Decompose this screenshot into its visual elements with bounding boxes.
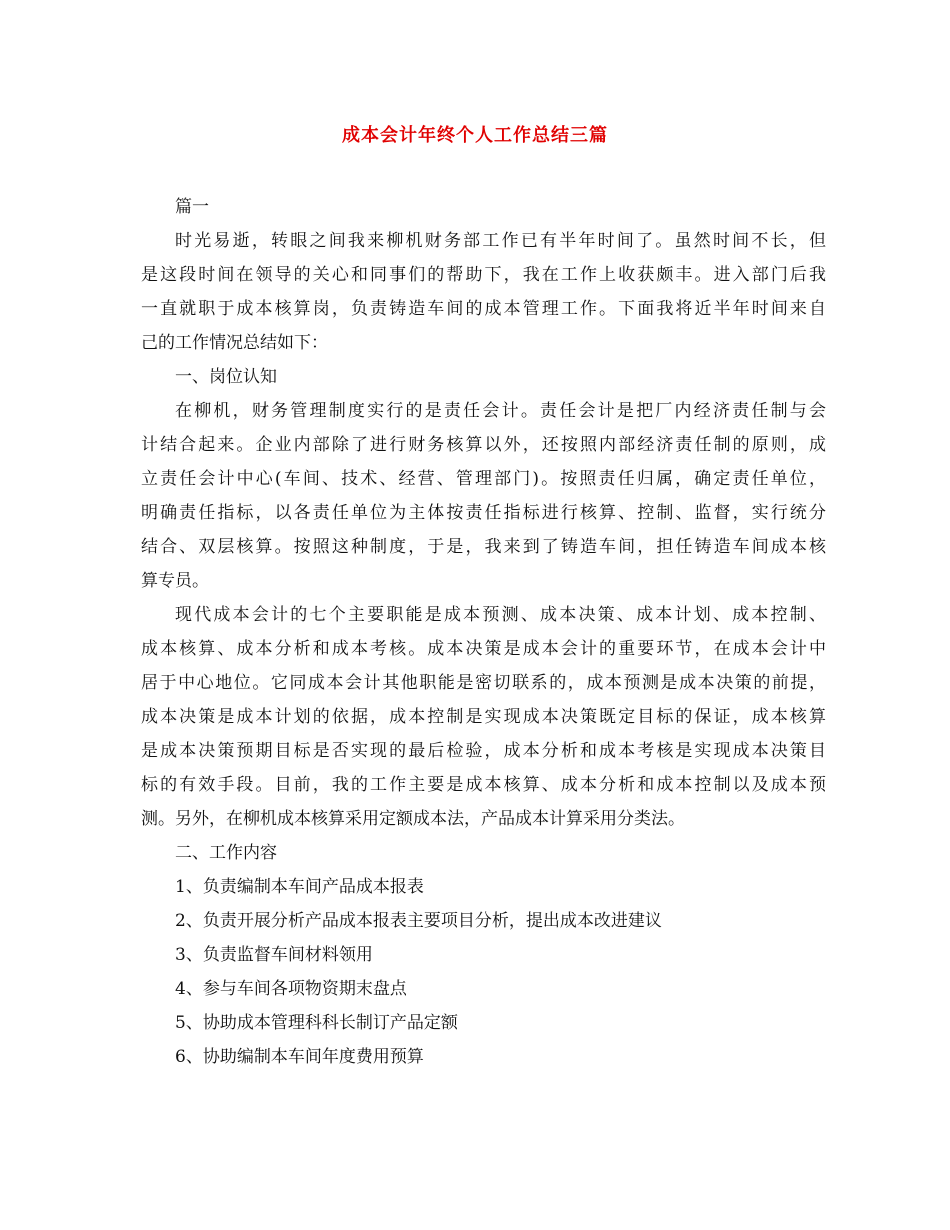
- list-item: 1、负责编制本车间产品成本报表: [175, 877, 424, 897]
- paragraph-1-line: 己的工作情况总结如下：: [141, 333, 328, 353]
- list-item: 5、协助成本管理科科长制订产品定额: [175, 1013, 458, 1033]
- paragraph-3-line: 成本核算、成本分析和成本考核。成本决策是成本会计的重要环节，在成本会计中: [141, 639, 826, 659]
- paragraph-1-line: 时光易逝，转眼之间我来柳机财务部工作已有半年时间了。虽然时间不长，但: [175, 231, 826, 251]
- heading-job-role: 一、岗位认知: [175, 367, 277, 387]
- paragraph-2-line: 明确责任指标，以各责任单位为主体按责任指标进行核算、控制、监督，实行统分: [141, 503, 826, 523]
- paragraph-2-line: 立责任会计中心(车间、技术、经营、管理部门)。按照责任归属，确定责任单位，: [141, 469, 826, 489]
- paragraph-3-line: 现代成本会计的七个主要职能是成本预测、成本决策、成本计划、成本控制、: [175, 605, 826, 625]
- paragraph-3-line: 标的有效手段。目前，我的工作主要是成本核算、成本分析和成本控制以及成本预: [141, 775, 826, 795]
- heading-work-content: 二、工作内容: [175, 843, 277, 863]
- document-body: [141, 190, 826, 1074]
- list-item: 3、负责监督车间材料领用: [175, 945, 373, 965]
- list-item: 6、协助编制本车间年度费用预算: [175, 1047, 424, 1067]
- paragraph-2-line: 算专员。: [141, 571, 209, 591]
- paragraph-2-line: 结合、双层核算。按照这种制度，于是，我来到了铸造车间，担任铸造车间成本核: [141, 537, 826, 557]
- paragraph-1-line: 是这段时间在领导的关心和同事们的帮助下，我在工作上收获颇丰。进入部门后我: [141, 265, 826, 285]
- section-label: 篇一: [175, 197, 209, 217]
- list-item: 4、参与车间各项物资期末盘点: [175, 979, 407, 999]
- list-item: 2、负责开展分析产品成本报表主要项目分析，提出成本改进建议: [175, 911, 662, 931]
- paragraph-1-line: 一直就职于成本核算岗，负责铸造车间的成本管理工作。下面我将近半年时间来自: [141, 299, 826, 319]
- document-title: 成本会计年终个人工作总结三篇: [342, 125, 608, 146]
- paragraph-3-line: 成本决策是成本计划的依据，成本控制是实现成本决策既定目标的保证，成本核算: [141, 707, 826, 727]
- paragraph-2-line: 在柳机，财务管理制度实行的是责任会计。责任会计是把厂内经济责任制与会: [175, 401, 826, 421]
- paragraph-3-line: 居于中心地位。它同成本会计其他职能是密切联系的，成本预测是成本决策的前提，: [141, 673, 826, 693]
- paragraph-2-line: 计结合起来。企业内部除了进行财务核算以外，还按照内部经济责任制的原则，成: [141, 435, 826, 455]
- paragraph-3-line: 是成本决策预期目标是否实现的最后检验，成本分析和成本考核是实现成本决策目: [141, 741, 826, 761]
- paragraph-3-line: 测。另外，在柳机成本核算采用定额成本法，产品成本计算采用分类法。: [141, 809, 685, 829]
